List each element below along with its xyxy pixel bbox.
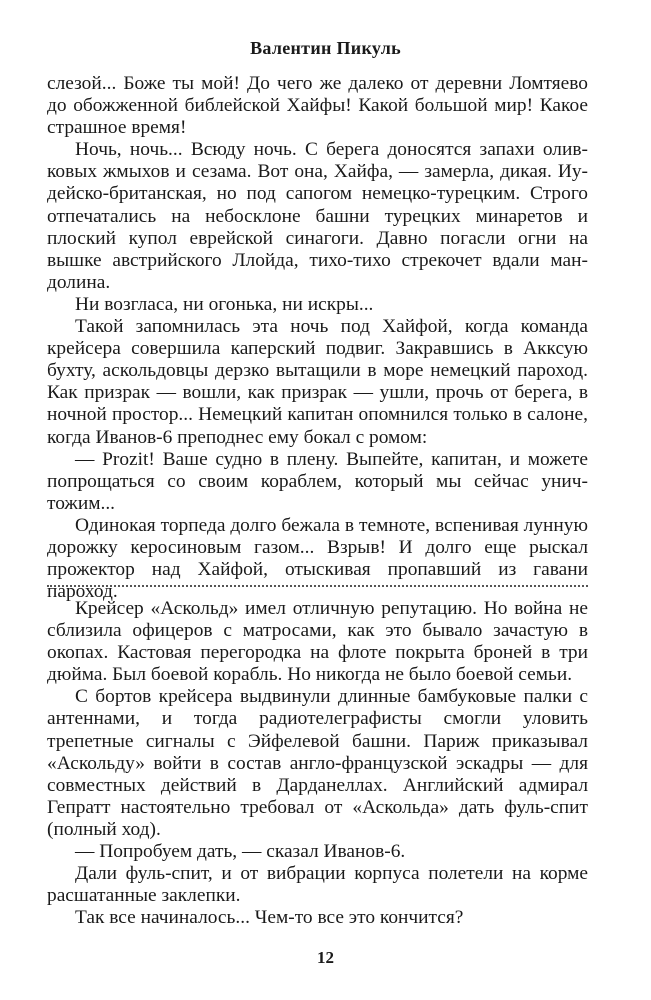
- paragraph: Крейсер «Аскольд» имел отличную репутацию. Но война не сблизила офицеров с матросами, как это бывало зачастую в окопах. Кастовая перегородка на флоте покрыта броней в три дюйма. Был боевой корабль. Но никогда не было боевой семьи.: [47, 598, 588, 686]
- paragraph: Так все начиналось... Чем-то все это кончится?: [75, 907, 464, 929]
- text-block-1: [47, 73, 588, 603]
- paragraph: С бортов крейсера выдвинули длинные бамбуковые палки с антеннами, и тогда радиотелеграфисты смогли уловить трепетные сигналы с Эйфелевой башни. Париж приказывал «Аскольду» войти в состав англо-французской эскадры — для совместных действий в Дарданеллах. Английский адмирал Гепратт настоятельно требовал от «Аскольда» дать фуль-спит (полный ход).: [47, 686, 588, 840]
- paragraph: Такой запомнилась эта ночь под Хайфой, когда команда крейсера совершила каперский подвиг. Закравшись в Акксую бухту, аскольдовцы дерзко вытащили в море немецкий пароход. Как призрак — вошли, как призрак — ушли, прочь от берега, в ночной простор... Немецкий капитан опомнился только в салоне, когда Иванов-6 преподнес ему бокал с ромом:: [47, 316, 588, 448]
- paragraph: Одинокая торпеда долго бежала в темноте, вспенивая лунную дорожку керосиновым газом... Взрыв! И долго еще рыскал прожектор над Хайфой, отыскивая пропавший из гавани пароход.: [47, 514, 588, 603]
- paragraph: Ночь, ночь... Всюду ночь. С берега доносятся запахи оливковых жмыхов и сезама. Вот она, Хайфа, — замерла, дикая. Иудейско-британская, но под сапогом немецко-турецким. Строго отпечатались на небосклоне башни турецких минаретов и плоский купол еврейской синагоги. Давно погасли огни на вышке австрийского Ллойда, тихо-тихо стрекочет вдали мандолина.: [47, 139, 588, 293]
- text-block-2: [47, 598, 588, 929]
- paragraph: слезой... Боже ты мой! До чего же далеко от деревни Ломтяево до обожженной библейской Хайфы! Какой большой мир! Какое страшное время!: [47, 73, 588, 139]
- page-number: 12: [317, 948, 334, 967]
- paragraph: Дали фуль-спит, и от вибрации корпуса полетели на корме расшатанные заклепки.: [47, 863, 588, 907]
- paragraph: — Prozit! Ваше судно в плену. Выпейте, капитан, и можете попрощаться со своим кораблем, который мы сейчас уничтожим...: [47, 448, 588, 514]
- paragraph: — Попробуем дать, — сказал Иванов-6.: [75, 841, 406, 863]
- section-separator: [47, 585, 588, 587]
- paragraph: Ни возгласа, ни огонька, ни искры...: [75, 293, 374, 315]
- running-header: Валентин Пикуль: [250, 38, 401, 58]
